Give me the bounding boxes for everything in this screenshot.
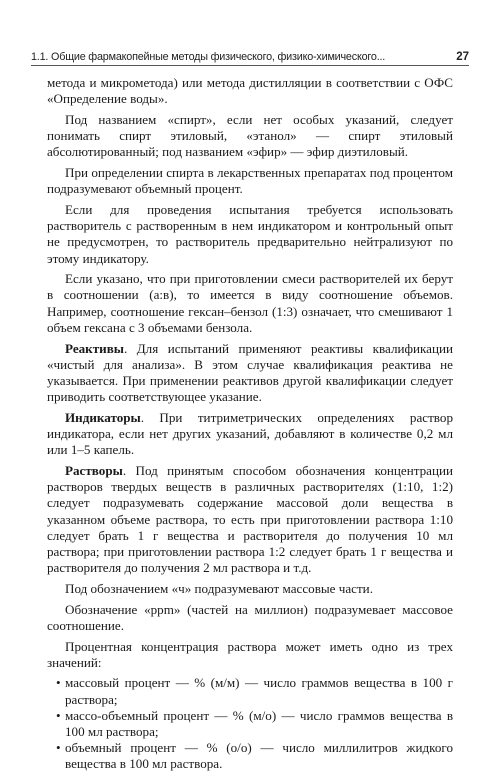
term-indicators: Индикаторы bbox=[65, 409, 141, 425]
running-header bbox=[31, 47, 469, 63]
body-text bbox=[47, 75, 453, 777]
list-item bbox=[56, 740, 453, 772]
paragraph: Если для проведения испытания требуется использовать растворитель с растворенным в нем индикатором и контрольный опыт не предусмотрен, то растворитель предварительно нейтрализуют по этому индикатору. bbox=[47, 201, 453, 266]
paragraph: Обозначение «ppm» (частей на миллион) подразумевает массовое соотношение. bbox=[47, 601, 453, 633]
list-item-text: массовый процент — % (м/м) — число граммов вещества в 100 г раствора; bbox=[65, 675, 453, 707]
paragraph-solutions bbox=[47, 463, 453, 576]
bullet-icon: • bbox=[56, 707, 61, 723]
concentration-list bbox=[47, 675, 453, 772]
paragraph: Процентная концентрация раствора может иметь одно из трех значений: bbox=[47, 638, 453, 670]
term-solutions: Растворы bbox=[65, 462, 123, 478]
running-header-title: 1.1. Общие фармакопейные методы физического, физико-химического... bbox=[31, 51, 386, 63]
paragraph: При определении спирта в лекарственных препаратах под процентом подразумевают объемный процент. bbox=[47, 165, 453, 197]
paragraph-text: . Для испытаний применяют реактивы квалификации «чистый для анализа». В этом случае квалификация реактива не указывается. При применении реактивов другой квалификации следует приводить соответствующее указание. bbox=[47, 340, 453, 405]
header-divider bbox=[31, 65, 469, 66]
paragraph-reagents bbox=[47, 341, 453, 406]
term-reagents: Реактивы bbox=[65, 340, 124, 356]
paragraph: метода и микрометода) или метода дистилляции в соответствии с ОФС «Определение воды». bbox=[47, 75, 453, 107]
list-item bbox=[56, 707, 453, 740]
bullet-icon: • bbox=[56, 675, 61, 691]
page-number: 27 bbox=[456, 51, 469, 63]
list-item-text: объемный процент — % (о/о) — число миллилитров жидкого вещества в 100 мл раствора. bbox=[65, 740, 453, 772]
paragraph-text: . При титриметрических определениях раствор индикатора, если нет других указаний, добавляют в количестве 0,2 мл или 1–5 капель. bbox=[47, 409, 453, 458]
paragraph-indicators bbox=[47, 410, 453, 459]
paragraph: Под обозначением «ч» подразумевают массовые части. bbox=[65, 580, 373, 596]
paragraph: Под названием «спирт», если нет особых указаний, следует понимать спирт этиловый, «этанол» — спирт этиловый абсолютированный; под названием «эфир» — эфир диэтиловый. bbox=[47, 111, 453, 160]
paragraph: Если указано, что при приготовлении смеси растворителей их берут в соотношении (а:в), то имеется в виду соотношение объемов. Например, соотношение гексан–бензол (1:3) означает, что смешивают 1 объем гексана с 3 объемами бензола. bbox=[47, 271, 453, 335]
paragraph-text: . Под принятым способом обозначения концентрации растворов твердых веществ в различных растворителях (1:10, 1:2) следует подразумевать содержание массовой доли вещества в указанном объеме раствора, то есть при приготовлении раствора 1:10 следует брать 1 г вещества и растворителя до получения 10 мл раствора; при приготовлении раствора 1:2 следует брать 1 г вещества и растворителя до получения 2 мл раствора и т.д. bbox=[47, 462, 453, 576]
list-item-text: массо-объемный процент — % (м/о) — число граммов вещества в 100 мл раствора; bbox=[65, 707, 453, 740]
list-item bbox=[56, 675, 453, 707]
bullet-icon: • bbox=[56, 740, 61, 756]
